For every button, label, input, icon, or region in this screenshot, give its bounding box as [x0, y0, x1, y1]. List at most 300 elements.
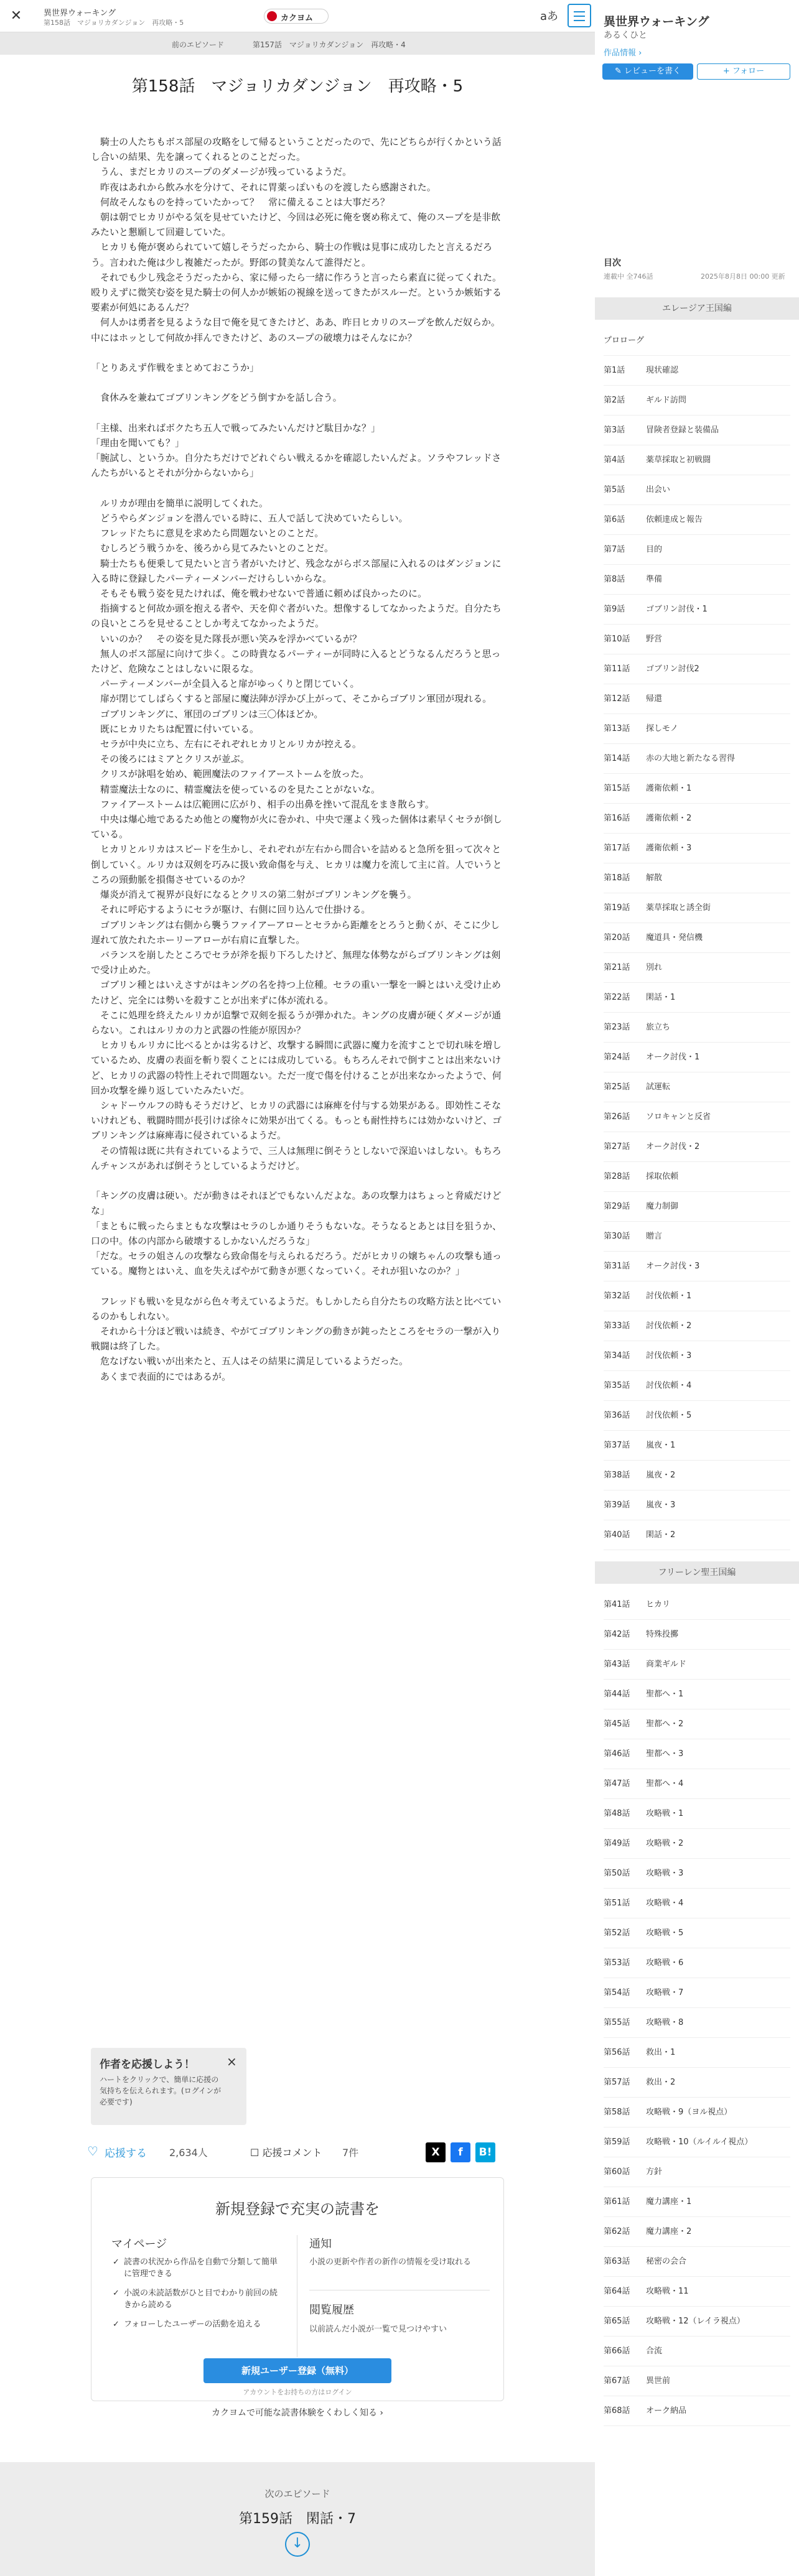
toc-item-number: 第54話 [604, 1988, 630, 1997]
toc-item-number: 第13話 [604, 724, 630, 733]
toc-item[interactable] [604, 2098, 790, 2127]
toc-item[interactable] [604, 326, 790, 356]
episode-count: 連載中 全746話 [604, 272, 653, 281]
toc-item-number: 第49話 [604, 1839, 630, 1848]
toc-item[interactable] [604, 1102, 790, 1132]
toc-item[interactable] [604, 1948, 790, 1978]
next-episode-area[interactable] [0, 2462, 595, 2576]
toc-item[interactable] [604, 1341, 790, 1371]
toc-item-title: 方針 [646, 2167, 663, 2177]
toc-item-title: 討伐依頼・5 [646, 1411, 692, 1420]
logo-mark-icon [267, 11, 277, 21]
toc-item-number: 第26話 [604, 1112, 630, 1122]
register-card [91, 2177, 504, 2401]
work-info-link[interactable]: 作品情報 › [604, 49, 642, 58]
toc-item-number: 第39話 [604, 1500, 630, 1510]
body-paragraph: そもそも戦う姿を見たければ、俺を戦わせないで普通に頼めば良かったのに。 [91, 588, 428, 600]
toc-item-number: 第40話 [604, 1530, 630, 1540]
toc-item[interactable] [604, 1680, 790, 1709]
toc-item-number: 第11話 [604, 664, 630, 674]
toc-item-title: 討伐依頼・2 [646, 1321, 692, 1331]
toc-item-title: 攻略戦・8 [646, 2018, 684, 2027]
ouen-count[interactable]: 2,634人 [169, 2147, 208, 2159]
toc-item-title: 嵐夜・1 [646, 1441, 676, 1450]
toc-item-number: 第14話 [604, 754, 630, 763]
body-paragraph: 「キングの皮膚は硬い。だが動きはそれほどでもないんだよな。あの攻撃力はちょっと脅威だけどな」 [91, 1190, 502, 1217]
toc-item[interactable] [604, 1252, 790, 1281]
toc-item-number: 第56話 [604, 2048, 630, 2057]
toc-item-number: 第4話 [604, 455, 625, 465]
prev-episode-title[interactable]: 第157話 マジョリカダンジョン 再攻略・4 [253, 40, 406, 49]
toc-item-title: 解散 [646, 873, 663, 883]
toc-item-number: 第36話 [604, 1411, 630, 1420]
toc-item[interactable] [604, 774, 790, 804]
toc-item-title: プロローグ [604, 336, 645, 345]
sidebar [595, 0, 799, 2576]
body-paragraph: シャドーウルフの時もそうだけど、ヒカリの武器には麻痺を付与する効果がある。即効性こそないけれども、戦闘時間が長引けば徐々に効果が出てくる。もっとも耐性持ちには効かないけど、ゴブリンキングは麻痺毒に侵されているようだ。 [91, 1099, 502, 1142]
toc-item-number: 第68話 [604, 2406, 630, 2416]
body-paragraph: 食休みを兼ねてゴブリンキングをどう倒すかを話し合う。 [91, 392, 342, 404]
toc-item-title: 異世前 [646, 2376, 671, 2386]
toc-item[interactable] [604, 1889, 790, 1918]
toc-item[interactable] [604, 2187, 790, 2217]
toc-item[interactable] [604, 2396, 790, 2426]
toc-item-title: 魔力講座・2 [646, 2227, 692, 2236]
toc-item-number: 第10話 [604, 635, 630, 644]
body-paragraph: ヒカリも俺が褒められていて嬉しそうだったから、騎士の作戦は見事に成功したと言えるだろう。言われた俺は少し複雑だったが。野郎の賛美なんて誰得だと。 [91, 241, 493, 268]
toc-item-title: 合流 [646, 2346, 663, 2356]
toc-item-title: 救出・1 [646, 2048, 676, 2057]
toc-item-number: 第59話 [604, 2137, 630, 2147]
review-label: レビューを書く [624, 67, 681, 76]
toc-item-title: 旅立ち [646, 1023, 671, 1032]
toc-item-title: 商業ギルド [646, 1660, 686, 1669]
toc-item[interactable] [604, 2247, 790, 2277]
toc-item-title: 聖都へ・4 [646, 1779, 684, 1788]
body-paragraph: 扉が閉じてしばらくすると部屋に魔法陣が浮かび上がって、そこからゴブリン軍団が現れる。 [91, 693, 492, 705]
body-paragraph: 「主様、出来ればボクたち五人で戦ってみたいんだけど駄目かな？」 [91, 422, 381, 434]
toc-item[interactable] [604, 834, 790, 863]
toc-item-number: 第67話 [604, 2376, 630, 2386]
login-link[interactable]: アカウントをお持ちの方はログイン [243, 2388, 352, 2396]
toc-item[interactable] [604, 1431, 790, 1461]
toc-item-number: 第27話 [604, 1142, 630, 1151]
toc-item-title: 攻略戦・7 [646, 1988, 684, 1997]
follow-button[interactable]: + フォロー [697, 63, 790, 80]
prev-episode-bar[interactable] [0, 32, 595, 55]
toc-item[interactable] [604, 2127, 790, 2157]
comment-count[interactable]: 7件 [342, 2147, 359, 2159]
toc-item[interactable] [604, 1311, 790, 1341]
body-paragraph: 既にヒカリたちは配置に付いている。 [91, 723, 259, 735]
toc-item-number: 第34話 [604, 1351, 630, 1360]
body-paragraph [91, 1173, 504, 1188]
toc-item[interactable] [604, 2157, 790, 2187]
next-episode-label[interactable]: 次のエピソード [264, 2488, 330, 2499]
body-paragraph: うん、まだヒカリのスープのダメージが残っているようだ。 [91, 166, 352, 178]
toc-item-title: 別れ [646, 963, 663, 972]
toc-item-title: 聖都へ・3 [646, 1749, 684, 1759]
history-title: 閲覧履歴 [309, 2304, 354, 2317]
toc-item-title: オーク討伐・2 [646, 1142, 700, 1151]
body-paragraph: 騎士の人たちもボス部屋の攻略をして帰るということだったので、先にどちらが行くかという話し合いの結果、先を譲ってくれるとのことだった。 [91, 136, 502, 163]
toc-item[interactable] [604, 1769, 790, 1799]
body-paragraph: ゴブリンキングに、軍団のゴブリンは三〇体ほどか。 [91, 708, 324, 720]
toc-item-number: 第44話 [604, 1690, 630, 1699]
register-title: 新規登録で充実の読書を [215, 2200, 380, 2218]
toc-item[interactable] [604, 923, 790, 953]
toc-item-title: 嵐夜・3 [646, 1500, 676, 1510]
body-paragraph: 爆炎が消えて視界が良好になるとクリスの第二射がゴブリンキングを襲う。 [91, 889, 417, 901]
toc-item[interactable] [604, 804, 790, 834]
toc-item[interactable] [604, 1401, 790, 1431]
body-paragraph [91, 1278, 504, 1293]
toc-item-title: 閑話・2 [646, 1530, 676, 1540]
body-paragraph: ゴブリンキングは右側から襲うファイアーアローとセラから距離をとろうと動くが、そこに少し遅れて放たれたホーリーアローが右肩に直撃した。 [91, 919, 500, 946]
toc-item-title: 野営 [646, 635, 663, 644]
toc-item[interactable] [604, 625, 790, 654]
toc-item[interactable] [604, 1371, 790, 1401]
body-paragraph [91, 375, 504, 390]
toc-item-number: 第61話 [604, 2197, 630, 2206]
toc-item[interactable] [604, 2008, 790, 2038]
toc-item-number: 第33話 [604, 1321, 630, 1331]
font-size-toggle[interactable]: aあ [540, 10, 559, 23]
toc-item-number: 第5話 [604, 485, 625, 495]
toc-item[interactable] [604, 714, 790, 744]
toc-item-number: 第62話 [604, 2227, 630, 2236]
body-paragraph: 危なげない戦いが出来たと、五人はその結果に満足しているようだった。 [91, 1355, 409, 1367]
toc-item-title: 嵐夜・2 [646, 1471, 676, 1480]
body-paragraph: 「理由を聞いても？」 [91, 437, 185, 449]
body-paragraph: 何故そんなものを持っていたかって？ 常に備えることは大事だろ？ [91, 196, 390, 208]
header-work-title[interactable]: 異世界ウォーキング [44, 9, 116, 18]
toc-item-title: オーク討伐・3 [646, 1262, 700, 1271]
toc-item-number: 第23話 [604, 1023, 630, 1032]
toc-item[interactable] [604, 1829, 790, 1859]
toc-item[interactable] [604, 1590, 790, 1620]
body-paragraph: その情報は既に共有されているようで、三人は無理に倒そうとしないで深追いはしない。もちろんチャンスがあれば倒そうとしているようだけど。 [91, 1145, 502, 1171]
toc-item-number: 第18話 [604, 873, 630, 883]
toc-item-number: 第45話 [604, 1719, 630, 1729]
ouen-button[interactable]: 応援する [105, 2147, 147, 2160]
toc-item-title: ヒカリ [646, 1600, 671, 1609]
toc-item-title: 攻略戦・3 [646, 1869, 684, 1878]
toc-item-number: 第41話 [604, 1600, 630, 1609]
toc-item-number: 第9話 [604, 605, 625, 614]
toc-item[interactable] [604, 1799, 790, 1829]
toc-item[interactable] [604, 983, 790, 1013]
toc-item-title: 攻略戦・6 [646, 1958, 684, 1968]
toc-item-number: 第28話 [604, 1172, 630, 1181]
toc-item-number: 第35話 [604, 1381, 630, 1390]
toc-item-number: 第57話 [604, 2078, 630, 2087]
sidebar-author[interactable]: あるくひと [604, 30, 647, 40]
toc-item[interactable] [604, 863, 790, 893]
body-paragraph: どうやらダンジョンを潜んでいる時に、五人で話して決めていたらしい。 [91, 513, 408, 524]
toc-item[interactable] [604, 535, 790, 565]
toc-item-number: 第19話 [604, 903, 630, 913]
body-paragraph: 「まともに戦ったらまともな攻撃はセラのしか通りそうもないな。そうなるとあとは目を狙うか、口の中。体の内部から破壊するしかないんだろうな」 [91, 1220, 502, 1247]
toc-item[interactable] [604, 2217, 790, 2247]
comment-label: 応援コメント [262, 2147, 322, 2159]
toc-item-number: 第55話 [604, 2018, 630, 2027]
header-episode-crumb: 第158話 マジョリカダンジョン 再攻略・5 [44, 19, 184, 27]
toc-item-number: 第30話 [604, 1232, 630, 1241]
toc-item[interactable] [604, 893, 790, 923]
toc-item-title: 冒険者登録と装備品 [646, 425, 719, 435]
kakuyomu-logo[interactable] [264, 9, 329, 24]
sidebar-work-title[interactable]: 異世界ウォーキング [604, 15, 709, 29]
toc-item-number: 第12話 [604, 694, 630, 704]
toc-item-title: 探しモノ [646, 724, 678, 733]
episode-title: 第158話 マジョリカダンジョン 再攻略・5 [131, 77, 464, 96]
share-x-button[interactable]: X [426, 2142, 446, 2162]
toc-item-number: 第53話 [604, 1958, 630, 1968]
toc-item[interactable] [604, 445, 790, 475]
body-paragraph: フレッドたちに意見を求めたら問題ないとのことだ。 [91, 528, 324, 539]
toc-item-number: 第46話 [604, 1749, 630, 1759]
toc-item-title: 薬草採取と誘全街 [646, 903, 711, 913]
toc-item-number: 第7話 [604, 545, 625, 554]
toc-item-title: 攻略戦・9（ヨル視点） [646, 2108, 732, 2117]
body-paragraph: それに呼応するようにセラが駆け、右側に回り込んで仕掛ける。 [91, 904, 371, 916]
toc-item-number: 第47話 [604, 1779, 630, 1788]
body-paragraph: 「とりあえず作戦をまとめておこうか」 [91, 362, 259, 374]
toc-item-number: 第37話 [604, 1441, 630, 1450]
toc-item-number: 第8話 [604, 575, 625, 584]
body-paragraph: それでも少し残念そうだったから、家に帰ったら一緒に作ろうと言ったら素直に従ってくれた。殴りえずに微笑む姿を見た騎士の何人かが嫉妬の視線を送ってきたがスルーだ。というか嫉妬する要素が何処にあるんだ？ [91, 271, 502, 314]
toc-item[interactable] [604, 1650, 790, 1680]
register-button[interactable]: 新規ユーザー登録（無料） [203, 2358, 391, 2383]
toc-item[interactable] [604, 2366, 790, 2396]
toc-item-title: 攻略戦・2 [646, 1839, 684, 1848]
toc-item-title: ゴブリン討伐・1 [646, 605, 708, 614]
toc-item-number: 第51話 [604, 1899, 630, 1908]
notify-title: 通知 [309, 2238, 332, 2251]
toc-item-number: 第2話 [604, 396, 625, 405]
toc-item-title: 採取依頼 [646, 1172, 679, 1181]
close-icon[interactable]: × [227, 2054, 237, 2069]
body-paragraph: 中央は爆心地であるため他との魔物が火に巻かれ、中央で運よく残った個体は素早くセラが倒している。 [91, 814, 502, 840]
updated-at: 2025年8月8日 00:00 更新 [701, 272, 785, 281]
toc-item-title: 帰還 [646, 694, 663, 704]
toc-item-number: 第43話 [604, 1660, 630, 1669]
toc-item[interactable] [604, 1490, 790, 1520]
toc-item[interactable] [604, 654, 790, 684]
toc-item-title: 赤の大地と新たなる習得 [646, 754, 736, 763]
toc-label: 目次 [604, 258, 621, 268]
toc-item-title: 攻略戦・5 [646, 1928, 684, 1938]
toc-item-title: ゴブリン討伐2 [646, 664, 699, 674]
body-paragraph: セラが中央に立ち、左右にそれぞれヒカリとルリカが控える。 [91, 738, 362, 750]
toc-item-number: 第65話 [604, 2317, 630, 2326]
toc-item-number: 第3話 [604, 425, 625, 435]
toc-item-title: 薬草採取と初戦闘 [646, 455, 711, 465]
toc-item-title: 贈言 [646, 1232, 663, 1241]
toc-item-number: 第15話 [604, 784, 630, 793]
heart-icon[interactable]: ♡ [87, 2144, 98, 2159]
toc-item[interactable] [604, 505, 790, 535]
body-paragraph [91, 345, 504, 360]
body-paragraph: 朝は朝でヒカリがやる気を見せていたけど、今回は必死に俺を褒め称えて、俺のスープを是非飲みたいと懇願して回避していた。 [91, 212, 501, 238]
logo-text: カクヨム [281, 14, 314, 23]
reaction-row [87, 2139, 504, 2161]
toc-item[interactable] [604, 1461, 790, 1490]
notify-desc: 小説の更新や作者の新作の情報を受け取れる [309, 2257, 472, 2267]
toc-item-number: 第29話 [604, 1202, 630, 1211]
toc-item[interactable] [604, 1222, 790, 1252]
toc-item-title: 討伐依頼・1 [646, 1291, 692, 1301]
toc-item[interactable] [604, 1162, 790, 1192]
toc-item-title: 試運転 [646, 1082, 671, 1092]
toc-item[interactable] [604, 2307, 790, 2337]
toc-item[interactable] [604, 1978, 790, 2008]
toc-item-title: 依頼達成と報告 [646, 515, 703, 524]
toc-item-title: 攻略戦・1 [646, 1809, 684, 1818]
toc-section-header: エレージア王国編 [595, 297, 799, 320]
toc-item[interactable] [604, 2337, 790, 2366]
body-paragraph: クリスが詠唱を始め、範囲魔法のファイアーストームを放った。 [91, 768, 370, 780]
toc-item[interactable] [604, 953, 790, 983]
toc-item[interactable] [604, 1739, 790, 1769]
toc-item[interactable] [604, 1620, 790, 1650]
share-hatena-button[interactable]: B! [475, 2142, 495, 2162]
toc-item-number: 第48話 [604, 1809, 630, 1818]
more-info-link[interactable]: カクヨムで可能な読書体験をくわしく知る › [211, 2408, 384, 2418]
toc-item-number: 第52話 [604, 1928, 630, 1938]
body-paragraph: 指摘すると何故か頭を抱える者や、天を仰ぐ者がいた。想像するしてなかったようだ。自分たちの良いところを見せることしか考えてなかったようだ。 [91, 603, 502, 630]
toc-item-title: 護衛依頼・1 [646, 784, 692, 793]
toc-item-title: 攻略戦・11 [646, 2287, 689, 2296]
toc-item[interactable] [604, 595, 790, 625]
next-episode-title[interactable]: 第159話 閑話・7 [239, 2511, 356, 2527]
body-paragraph: 何人かは勇者を見るような目で俺を見てきたけど、ああ、昨日ヒカリのスープを飲んだ奴らか。中にはホッとして何故か拝んできたけど、あのスープの破壊力はそんなにか？ [91, 317, 500, 343]
toc-item[interactable] [604, 1281, 790, 1311]
toc-item-title: 攻略戦・4 [646, 1899, 684, 1908]
toc-item-number: 第31話 [604, 1262, 630, 1271]
mypage-title: マイページ [111, 2238, 167, 2251]
body-paragraph: 無人のボス部屋に向けて歩く。この時貴なるパーティーが同時に入るとどうなるんだろうと思ったけど、危険なことはしないに限るな。 [91, 648, 501, 675]
toc-item[interactable] [604, 2277, 790, 2307]
body-paragraph: バランスを崩したところでセラが斧を振り下ろしたけど、無理な体勢ながらゴブリンキングは剣で受け止めた。 [91, 949, 501, 976]
body-paragraph: むしろどう戦うかを、後ろから見てみたいとのことだ。 [91, 542, 334, 554]
toc-item-number: 第17話 [604, 844, 630, 853]
body-paragraph: その後ろにはミアとクリスが並ぶ。 [91, 753, 250, 765]
toc-item[interactable] [604, 1709, 790, 1739]
toc-item[interactable] [604, 1859, 790, 1889]
toc-item-number: 第24話 [604, 1053, 630, 1062]
toc-item-title: 秘密の会合 [646, 2257, 687, 2266]
toc-item-title: 聖都へ・2 [646, 1719, 684, 1729]
toc-item-title: 魔力講座・1 [646, 2197, 692, 2206]
toc-item[interactable] [604, 565, 790, 595]
body-paragraph [91, 481, 504, 496]
toc-item-title: 特殊投擲 [646, 1630, 679, 1639]
body-paragraph: 昨夜はあれから飲み水を分けて、それに胃薬っぽいものを渡したら感謝された。 [91, 181, 436, 193]
toc-item-number: 第66話 [604, 2346, 630, 2356]
body-paragraph: ルリカが理由を簡単に説明してくれた。 [91, 497, 268, 509]
toc-item-title: 攻略戦・12（レイラ視点） [646, 2317, 745, 2326]
toc-item-title: 魔力制御 [646, 1202, 679, 1211]
toc-item-title: 聖都へ・1 [646, 1690, 684, 1699]
toc-item[interactable] [604, 1013, 790, 1043]
toc-item[interactable] [604, 744, 790, 774]
toc-item[interactable] [604, 684, 790, 714]
list-item: ✓ 小説の未読話数がひと目でわかり前回の続きから読める [111, 2287, 278, 2311]
toc-item-number: 第50話 [604, 1869, 630, 1878]
toc-item[interactable] [604, 356, 790, 386]
body-paragraph: そこに処理を終えたルリカが追撃で双剣を振るうが弾かれた。キングの皮膚が硬くダメージが通らない。これはルリカの力と武器の性能が原因か？ [91, 1009, 502, 1036]
toc-item-title: 護衛依頼・2 [646, 814, 692, 823]
support-title: 作者を応援しよう！ [100, 2058, 195, 2071]
arrow-down-icon[interactable]: ↓ [285, 2532, 310, 2557]
toc-item-title: 目的 [646, 545, 663, 554]
toc-item[interactable] [604, 2068, 790, 2098]
toc-item-number: 第16話 [604, 814, 630, 823]
toc-item[interactable] [604, 416, 790, 445]
toc-item-number: 第32話 [604, 1291, 630, 1301]
body-paragraph: いいのか？ その姿を見た隊長が悪い笑みを浮かべているが？ [91, 633, 362, 644]
close-icon[interactable]: ✕ [10, 8, 22, 24]
body-paragraph: ヒカリとルリカはスピードを生かし、それぞれが左右から間合いを詰めると急所を狙って次々と倒していく。ルリカは双剣を巧みに扱い致命傷を与え、ヒカリは魔力を流して主に首。人でいうところの頸動脈を損傷させているのか？ [91, 844, 502, 885]
menu-icon[interactable] [568, 4, 591, 27]
toc-item[interactable] [604, 1192, 790, 1222]
body-paragraph [91, 406, 504, 421]
toc-item-title: 救出・2 [646, 2078, 676, 2087]
body-paragraph: ファイアーストームは広範囲に広がり、相手の出鼻を挫いて混乱をまき散らす。 [91, 798, 434, 810]
toc-item-title: 討伐依頼・3 [646, 1351, 692, 1360]
share-facebook-button[interactable]: f [451, 2142, 470, 2162]
toc-item-title: 討伐依頼・4 [646, 1381, 692, 1390]
toc-item-number: 第1話 [604, 366, 625, 375]
toc-item-number: 第42話 [604, 1630, 630, 1639]
body-paragraph: それから十分ほど戦いは続き、やがてゴブリンキングの動きが鈍ったところをセラの一撃が入り戦闘は終了した。 [91, 1325, 501, 1352]
toc-item-title: 現状確認 [646, 366, 679, 375]
toc-item[interactable] [604, 1072, 790, 1102]
toc-item[interactable] [604, 386, 790, 416]
mypage-list [111, 2256, 278, 2338]
history-desc: 以前読んだ小説が一覧で見つけやすい [309, 2325, 447, 2334]
body-paragraph: フレッドも戦いを見ながら色々考えているようだ。もしかしたら自分たちの攻略方法と比べているのかもしれない。 [91, 1295, 502, 1322]
toc-item[interactable] [604, 1043, 790, 1072]
prev-episode-label[interactable]: 前のエピソード [172, 40, 225, 49]
body-paragraph: パーティーメンバーが全員入ると扉がゆっくりと閉じていく。 [91, 678, 360, 690]
toc-section-header: フリーレン聖王国編 [595, 1561, 799, 1584]
body-paragraph: 精霊魔法士なのに、精霊魔法を使っているのを見たことがないな。 [91, 783, 381, 795]
toc-item[interactable] [604, 1520, 790, 1550]
comment-button[interactable]: ☐ 応援コメント [250, 2147, 322, 2159]
toc-item-title: 閑話・1 [646, 993, 676, 1002]
body-paragraph: ヒカリもルリカに比べるとかは劣るけど、攻撃する瞬間に武器に魔力を流すことで切れ味を増しているため、皮膚の表面を斬り裂くことには成功している。もちろんそれで倒すことは出来ないけど、ヒカリの武器の特性上それで問題ない。ただ一度で傷を付けることが出来なかったようで、何回か攻撃を繰り返していたみたいだ。 [91, 1039, 502, 1096]
toc-item-number: 第64話 [604, 2287, 630, 2296]
toc-item-number: 第20話 [604, 933, 630, 942]
support-author-box [91, 2048, 246, 2125]
toc-item-number: 第38話 [604, 1471, 630, 1480]
toc-item[interactable] [604, 2038, 790, 2068]
toc-item-number: 第22話 [604, 993, 630, 1002]
toc-item-title: オーク納品 [646, 2406, 687, 2416]
toc-item[interactable] [604, 475, 790, 505]
body-paragraph: 「腕試し、というか。自分たちだけでどれぐらい戦えるかを確認したいんだよ。ソラやフレッドさんたちがいるとそれが分からないから」 [91, 452, 502, 479]
toc-item-title: 準備 [646, 575, 663, 584]
toc-item[interactable] [604, 1132, 790, 1162]
review-button[interactable]: ✎ レビューを書く [602, 63, 693, 80]
toc-item-title: 攻略戦・10（ルイルイ視点） [646, 2137, 753, 2147]
toc-item-number: 第25話 [604, 1082, 630, 1092]
toc-item[interactable] [604, 1918, 790, 1948]
list-item: ✓ フォローしたユーザーの活動を追える [111, 2318, 278, 2330]
